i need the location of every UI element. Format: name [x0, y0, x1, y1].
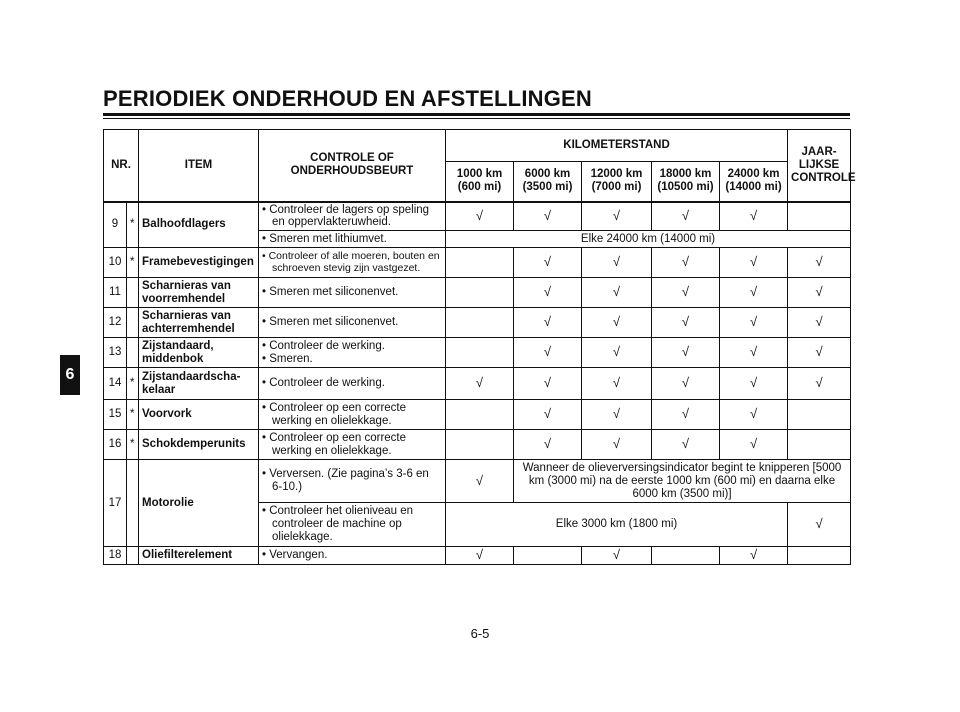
- check-mark: √: [720, 338, 788, 368]
- check-mark: √: [720, 248, 788, 278]
- interval-note: Elke 24000 km (14000 mi): [446, 231, 851, 248]
- check-mark: √: [582, 248, 652, 278]
- table-row: [104, 430, 851, 460]
- row-number: 16: [104, 430, 127, 460]
- check-mark: √: [582, 308, 652, 338]
- check-mark: √: [582, 368, 652, 400]
- row-action: • Verversen. (Zie pagina’s 3-6 en 6-10.): [259, 460, 446, 503]
- row-item: Zijstandaardscha- kelaar: [139, 368, 259, 400]
- row-star: *: [127, 400, 139, 430]
- check-mark: √: [514, 278, 582, 308]
- check-mark: √: [582, 547, 652, 565]
- check-mark: √: [788, 368, 851, 400]
- check-mark: √: [652, 248, 720, 278]
- check-mark: √: [652, 202, 720, 231]
- header-jaarlijks: JAAR- LIJKSE CONTROLE: [788, 130, 851, 202]
- header-km-1000: 1000 km (600 mi): [446, 162, 514, 202]
- maintenance-table: [103, 129, 856, 565]
- row-number: 10: [104, 248, 127, 278]
- check-mark: √: [720, 547, 788, 565]
- row-number: 13: [104, 338, 127, 368]
- check-mark: √: [514, 430, 582, 460]
- row-action: • Controleer of alle moeren, bouten en schroeven stevig zijn vastgezet.: [259, 248, 446, 278]
- row-action: • Controleer het olieniveau en controleer de machine op olielekkage.: [259, 503, 446, 547]
- empty-cell: [446, 400, 514, 430]
- check-mark: √: [788, 338, 851, 368]
- row-item: Motorolie: [139, 460, 259, 547]
- row-action: • Vervangen.: [259, 547, 446, 565]
- table-row: [104, 368, 851, 400]
- check-mark: √: [582, 338, 652, 368]
- table-row: [104, 248, 851, 278]
- row-action: • Controleer de werking.: [259, 368, 446, 400]
- check-mark: √: [514, 338, 582, 368]
- check-mark: √: [446, 368, 514, 400]
- row-number: 11: [104, 278, 127, 308]
- title-rule-thin: [103, 118, 850, 119]
- row-item: Oliefilterelement: [139, 547, 259, 565]
- empty-cell: [788, 400, 851, 430]
- row-star: [127, 308, 139, 338]
- table-row: [104, 400, 851, 430]
- empty-cell: [446, 308, 514, 338]
- check-mark: √: [446, 202, 514, 231]
- page-title: PERIODIEK ONDERHOUD EN AFSTELLINGEN: [103, 86, 592, 111]
- check-mark: √: [652, 278, 720, 308]
- check-mark: √: [582, 400, 652, 430]
- check-mark: √: [788, 503, 851, 547]
- check-mark: √: [652, 430, 720, 460]
- empty-cell: [446, 430, 514, 460]
- row-action: • Controleer op een correcte werking en olielekkage.: [259, 400, 446, 430]
- row-number: 14: [104, 368, 127, 400]
- row-star: *: [127, 430, 139, 460]
- page-number: 6-5: [470, 626, 490, 641]
- row-star: *: [127, 248, 139, 278]
- table-row: [104, 338, 851, 368]
- interval-note: Wanneer de olieverversingsindicator begint te knipperen [5000 km (3000 mi) na de eerste 1000 km (600 mi) en daarna elke 6000 km (3500 mi)]: [514, 460, 851, 503]
- row-action: • Smeren met siliconenvet.: [259, 308, 446, 338]
- row-star: [127, 338, 139, 368]
- chapter-tab: 6: [60, 355, 80, 395]
- check-mark: √: [514, 308, 582, 338]
- check-mark: √: [788, 308, 851, 338]
- check-mark: √: [514, 368, 582, 400]
- check-mark: √: [720, 400, 788, 430]
- interval-note: Elke 3000 km (1800 mi): [446, 503, 788, 547]
- row-action: • Smeren met siliconenvet.: [259, 278, 446, 308]
- row-action: • Smeren met lithiumvet.: [259, 231, 446, 248]
- row-item: Scharnieras van achterremhendel: [139, 308, 259, 338]
- row-item: Voorvork: [139, 400, 259, 430]
- empty-cell: [652, 547, 720, 565]
- check-mark: √: [446, 547, 514, 565]
- header-kilometerstand: KILOMETERSTAND: [446, 130, 788, 162]
- row-star: *: [127, 202, 139, 248]
- check-mark: √: [652, 308, 720, 338]
- row-star: [127, 460, 139, 547]
- row-item: Schokdemperunits: [139, 430, 259, 460]
- row-action: • Controleer de lagers op speling en oppervlakteruwheid.: [259, 202, 446, 231]
- row-action: • Controleer op een correcte werking en olielekkage.: [259, 430, 446, 460]
- check-mark: √: [652, 368, 720, 400]
- row-item: Scharnieras van voorremhendel: [139, 278, 259, 308]
- header-item: ITEM: [139, 130, 259, 202]
- check-mark: √: [720, 368, 788, 400]
- check-mark: √: [582, 430, 652, 460]
- row-item: Balhoofdlagers: [139, 202, 259, 248]
- check-mark: √: [652, 400, 720, 430]
- empty-cell: [446, 338, 514, 368]
- row-number: 17: [104, 460, 127, 547]
- table-row: [104, 278, 851, 308]
- header-km-18000: 18000 km (10500 mi): [652, 162, 720, 202]
- header-km-12000: 12000 km (7000 mi): [582, 162, 652, 202]
- check-mark: √: [720, 202, 788, 231]
- row-item: Framebevestigingen: [139, 248, 259, 278]
- row-number: 9: [104, 202, 127, 248]
- empty-cell: [788, 547, 851, 565]
- empty-cell: [514, 547, 582, 565]
- table-row: [104, 308, 851, 338]
- row-star: *: [127, 368, 139, 400]
- empty-cell: [788, 202, 851, 231]
- empty-cell: [788, 430, 851, 460]
- check-mark: √: [446, 460, 514, 503]
- check-mark: √: [514, 202, 582, 231]
- header-km-24000: 24000 km (14000 mi): [720, 162, 788, 202]
- check-mark: √: [720, 430, 788, 460]
- header-nr: NR.: [104, 130, 139, 202]
- check-mark: √: [582, 202, 652, 231]
- empty-cell: [446, 278, 514, 308]
- table-row: [104, 547, 851, 565]
- check-mark: √: [652, 338, 720, 368]
- row-number: 18: [104, 547, 127, 565]
- check-mark: √: [514, 248, 582, 278]
- check-mark: √: [788, 278, 851, 308]
- check-mark: √: [582, 278, 652, 308]
- table-row: [104, 460, 851, 503]
- row-star: [127, 547, 139, 565]
- row-star: [127, 278, 139, 308]
- row-number: 12: [104, 308, 127, 338]
- check-mark: √: [788, 248, 851, 278]
- empty-cell: [446, 248, 514, 278]
- check-mark: √: [720, 278, 788, 308]
- row-item: Zijstandaard, middenbok: [139, 338, 259, 368]
- table-row: [104, 202, 851, 231]
- header-controle: CONTROLE OF ONDERHOUDSBEURT: [259, 130, 446, 202]
- title-rule: [103, 113, 850, 116]
- check-mark: √: [720, 308, 788, 338]
- header-km-6000: 6000 km (3500 mi): [514, 162, 582, 202]
- row-action: • Controleer de werking. • Smeren.: [259, 338, 446, 368]
- check-mark: √: [514, 400, 582, 430]
- row-number: 15: [104, 400, 127, 430]
